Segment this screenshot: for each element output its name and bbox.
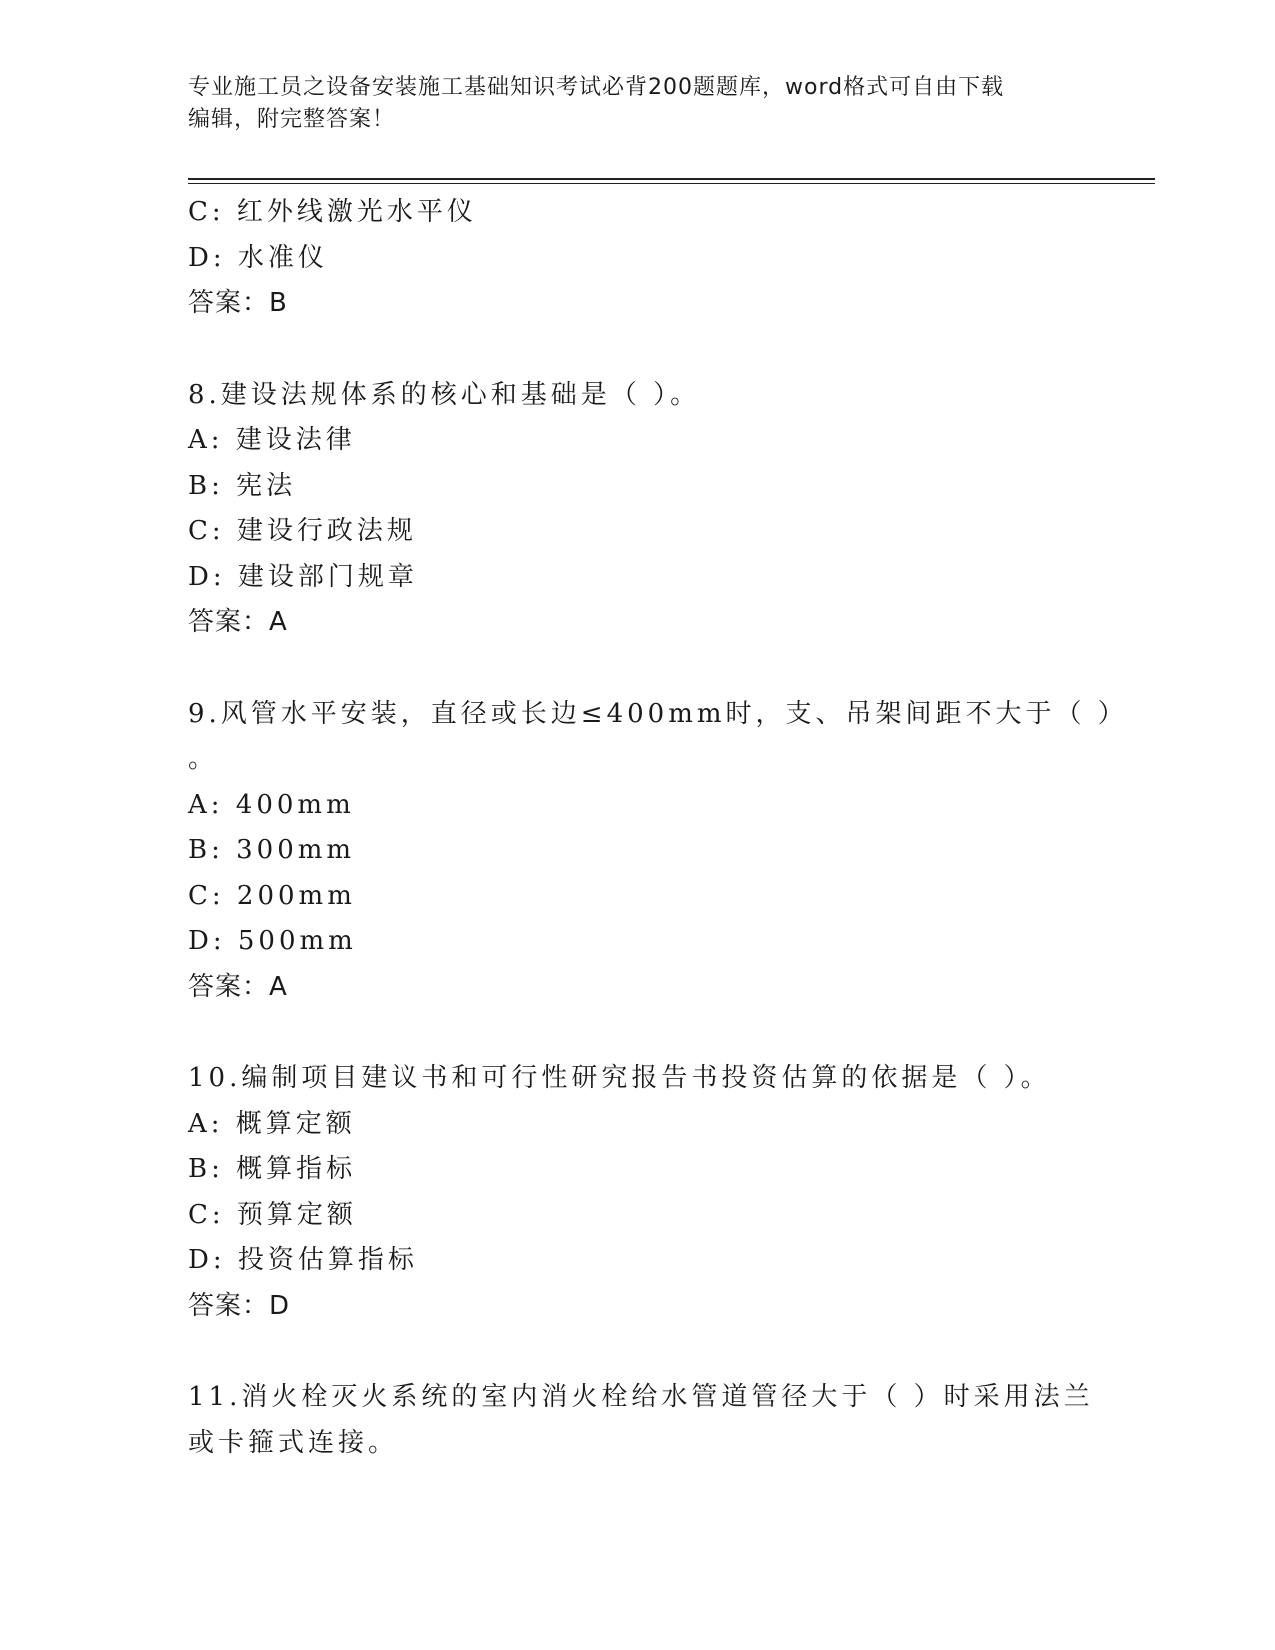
q10-option-a: A: 概算定额: [188, 1108, 356, 1139]
q11-question-line-2: 或卡箍式连接。: [188, 1427, 399, 1458]
prev-answer: 答案：B: [188, 288, 288, 318]
q8-option-a: A: 建设法律: [188, 425, 356, 455]
spacer: [188, 327, 1088, 373]
q11-question-line-1: 11.消火栓灭火系统的室内消火栓给水管道管径大于（ ）时采用法兰: [188, 1382, 1094, 1412]
q8-option-c: C: 建设行政法规: [188, 516, 417, 546]
document-header: [188, 72, 1088, 136]
spacer: [188, 646, 1088, 692]
prev-option-c: C: 红外线激光水平仪: [188, 197, 477, 227]
q10-option-b: B: 概算指标: [188, 1154, 357, 1184]
q9-question-line-2: 。: [188, 744, 219, 774]
q8-option-b: B: 宪法: [188, 470, 297, 501]
question-list: [188, 190, 1128, 1466]
q8-answer: 答案：A: [188, 607, 288, 637]
q10-question: 10.编制项目建议书和可行性研究报告书投资估算的依据是（ ）。: [188, 1063, 1051, 1093]
header-title-line-2: 编辑，附完整答案！: [188, 107, 396, 132]
q9-option-c: C: 200mm: [188, 880, 356, 911]
q9-option-d: D: 500mm: [188, 926, 357, 956]
q10-answer: 答案：D: [188, 1290, 291, 1321]
spacer: [188, 1329, 1088, 1375]
q9-option-b: B: 300mm: [188, 835, 356, 865]
q10-option-d: D: 投资估算指标: [188, 1245, 418, 1275]
header-title-line-1: 专业施工员之设备安装施工基础知识考试必背200题题库，word格式可自由下载: [188, 75, 1005, 100]
spacer: [188, 1010, 1088, 1056]
q9-question-line-1: 9.风管水平安装，直径或长边≤400mm时，支、吊架间距不大于（ ）: [188, 698, 1128, 729]
prev-option-d: D: 水准仪: [188, 242, 328, 273]
q9-answer: 答案：A: [188, 971, 288, 1002]
q8-option-d: D: 建设部门规章: [188, 561, 418, 592]
q10-option-c: C: 预算定额: [188, 1199, 357, 1230]
q8-question: 8.建设法规体系的核心和基础是（ ）。: [188, 379, 701, 410]
header-divider: [188, 178, 1155, 184]
q9-option-a: A: 400mm: [188, 789, 355, 820]
